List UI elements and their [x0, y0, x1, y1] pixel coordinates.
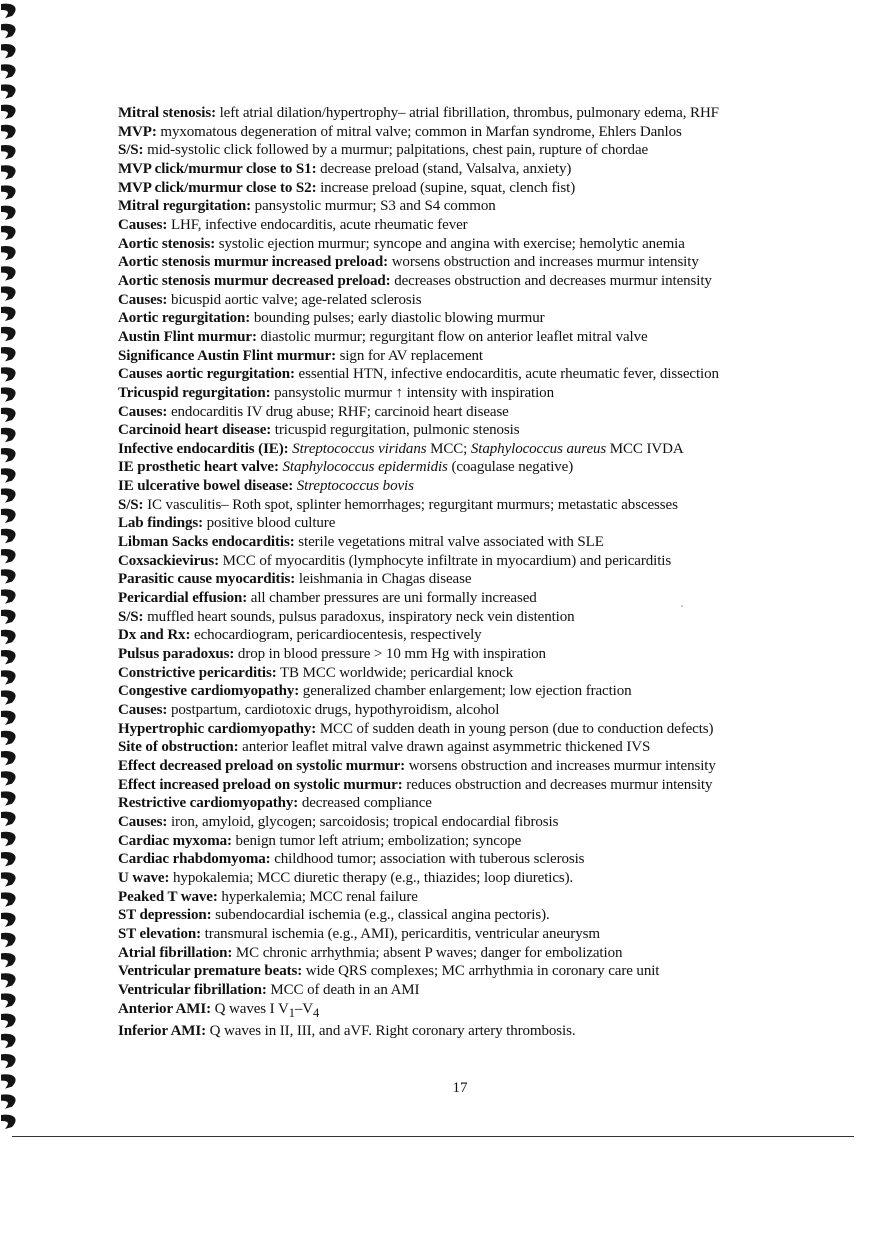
- note-line: [118, 458, 858, 477]
- note-text: bicuspid aortic valve; age-related sclerosis: [167, 291, 422, 308]
- note-text: positive blood culture: [203, 515, 336, 532]
- binding-loop: [1, 387, 16, 401]
- binding-loop: [1, 266, 16, 280]
- note-line: [118, 179, 858, 198]
- note-term: U wave:: [118, 869, 170, 886]
- binding-loop: [1, 64, 16, 78]
- binding-loop: [1, 711, 16, 725]
- binding-loop: [1, 933, 16, 947]
- binding-loop: [1, 84, 16, 98]
- binding-loop: [1, 913, 16, 927]
- binding-loop: [1, 690, 16, 704]
- note-term: Site of obstruction:: [118, 739, 239, 756]
- binding-loop: [1, 1074, 16, 1088]
- note-line: [118, 552, 858, 571]
- note-text: echocardiogram, pericardiocentesis, respectively: [190, 627, 482, 644]
- note-line: [118, 235, 858, 254]
- note-italic1: Streptococcus viridans: [292, 440, 427, 457]
- note-line: [118, 514, 858, 533]
- binding-loop: [1, 791, 16, 805]
- note-term: Aortic stenosis:: [118, 235, 216, 252]
- note-term: Austin Flint murmur:: [118, 328, 257, 345]
- note-line: [118, 496, 858, 515]
- note-text: systolic ejection murmur; syncope and angina with exercise; hemolytic anemia: [215, 235, 685, 252]
- binding-loop: [1, 529, 16, 543]
- note-term: Aortic regurgitation:: [118, 310, 251, 327]
- binding-loop: [1, 771, 16, 785]
- note-term: S/S:: [118, 608, 144, 625]
- note-text: muffled heart sounds, pulsus paradoxus, inspiratory neck vein distention: [143, 608, 575, 625]
- note-line: [118, 197, 858, 216]
- note-line: [118, 123, 858, 142]
- binding-loop: [1, 367, 16, 381]
- binding-loop: [1, 286, 16, 300]
- bottom-rule: [12, 1136, 854, 1137]
- note-line: [118, 757, 858, 776]
- note-term: IE prosthetic heart valve:: [118, 459, 279, 476]
- note-term: MVP:: [118, 123, 157, 140]
- binding-loop: [1, 589, 16, 603]
- note-text: drop in blood pressure > 10 mm Hg with inspiration: [234, 646, 546, 663]
- binding-loop: [1, 4, 16, 18]
- binding-loop: [1, 650, 16, 664]
- note-text: subendocardial ischemia (e.g., classical angina pectoris).: [211, 907, 550, 924]
- note-term: Cardiac rhabdomyoma:: [118, 851, 271, 868]
- binding-loop: [1, 812, 16, 826]
- note-text: worsens obstruction and increases murmur intensity: [388, 254, 699, 271]
- note-text: IC vasculitis– Roth spot, splinter hemorrhages; regurgitant murmurs; metastatic abscesses: [143, 496, 678, 513]
- note-term: Atrial fibrillation:: [118, 944, 233, 961]
- note-text: sign for AV replacement: [335, 347, 483, 364]
- note-line: [118, 347, 858, 366]
- note-line: [118, 925, 858, 944]
- note-text: decreased compliance: [298, 795, 432, 812]
- note-text: increase preload (supine, squat, clench fist): [316, 179, 576, 196]
- note-line: [118, 720, 858, 739]
- note-line: [118, 365, 858, 384]
- binding-loop: [1, 24, 16, 38]
- note-italic1: Streptococcus bovis: [296, 478, 414, 495]
- note-term: Pericardial effusion:: [118, 590, 248, 607]
- note-line: [118, 832, 858, 851]
- binding-loop: [1, 44, 16, 58]
- note-sub1: 1: [288, 1005, 295, 1020]
- note-term: Libman Sacks endocarditis:: [118, 534, 295, 551]
- binding-loop: [1, 751, 16, 765]
- note-text: TB MCC worldwide; pericardial knock: [276, 664, 514, 681]
- note-line: [118, 701, 858, 720]
- note-term: Coxsackievirus:: [118, 552, 219, 569]
- note-text: hypokalemia; MCC diuretic therapy (e.g., thiazides; loop diuretics).: [169, 869, 574, 886]
- note-term: Ventricular premature beats:: [118, 963, 303, 980]
- note-line: [118, 981, 858, 1000]
- binding-loop: [1, 448, 16, 462]
- note-line: [118, 682, 858, 701]
- note-term: Causes:: [118, 216, 168, 233]
- binding-loop: [1, 892, 16, 906]
- note-term: Cardiac myxoma:: [118, 832, 232, 849]
- binding-loop: [1, 731, 16, 745]
- note-line: [118, 664, 858, 683]
- note-text: benign tumor left atrium; embolization; syncope: [231, 832, 522, 849]
- binding-loop: [1, 630, 16, 644]
- binding-loop: [1, 428, 16, 442]
- note-term: Aortic stenosis murmur decreased preload:: [118, 272, 391, 289]
- note-line: [118, 1022, 858, 1041]
- binding-loop: [1, 670, 16, 684]
- binding-loop: [1, 1115, 16, 1129]
- note-end: (coagulase negative): [447, 459, 574, 476]
- note-term: Peaked T wave:: [118, 888, 218, 905]
- binding-loop: [1, 165, 16, 179]
- note-term: Lab findings:: [118, 515, 203, 532]
- spiral-binding: [0, 0, 24, 1140]
- binding-loop: [1, 973, 16, 987]
- note-text: Q waves I V: [211, 1000, 289, 1017]
- note-term: MVP click/murmur close to S2:: [118, 179, 317, 196]
- note-text: sterile vegetations mitral valve associated with SLE: [294, 534, 604, 551]
- note-term: Significance Austin Flint murmur:: [118, 347, 336, 364]
- note-text: wide QRS complexes; MC arrhythmia in coronary care unit: [302, 963, 660, 980]
- note-term: Effect increased preload on systolic murmur:: [118, 776, 403, 793]
- note-text: essential HTN, infective endocarditis, acute rheumatic fever, dissection: [294, 366, 719, 383]
- note-text: bounding pulses; early diastolic blowing murmur: [250, 310, 545, 327]
- note-term: Infective endocarditis (IE):: [118, 440, 289, 457]
- note-text: myxomatous degeneration of mitral valve; common in Marfan syndrome, Ehlers Danlos: [156, 123, 682, 140]
- note-line: [118, 104, 858, 123]
- note-line: [118, 477, 858, 496]
- note-text: postpartum, cardiotoxic drugs, hypothyroidism, alcohol: [167, 702, 500, 718]
- note-term: IE ulcerative bowel disease:: [118, 478, 294, 495]
- binding-loop: [1, 832, 16, 846]
- note-text: hyperkalemia; MCC renal failure: [217, 888, 418, 905]
- note-term: Causes:: [118, 403, 168, 420]
- binding-loop: [1, 509, 16, 523]
- note-term: Mitral stenosis:: [118, 105, 216, 121]
- note-text: worsens obstruction and increases murmur intensity: [405, 757, 716, 774]
- note-term: Pulsus paradoxus:: [118, 646, 235, 663]
- note-term: S/S:: [118, 496, 144, 513]
- note-line: [118, 962, 858, 981]
- binding-loop: [1, 145, 16, 159]
- notes-content: [118, 104, 858, 1041]
- note-term: Aortic stenosis murmur increased preload:: [118, 254, 389, 271]
- note-line: [118, 738, 858, 757]
- binding-loop: [1, 549, 16, 563]
- note-text: reduces obstruction and decreases murmur intensity: [402, 776, 713, 793]
- binding-loop: [1, 610, 16, 624]
- note-mid: MCC;: [426, 440, 471, 457]
- note-term: Causes aortic regurgitation:: [118, 366, 295, 383]
- note-term: Causes:: [118, 813, 168, 830]
- binding-loop: [1, 852, 16, 866]
- binding-loop: [1, 1014, 16, 1028]
- binding-loop: [1, 226, 16, 240]
- binding-loop: [1, 1054, 16, 1068]
- binding-loop: [1, 206, 16, 220]
- note-text: MCC of death in an AMI: [266, 981, 420, 998]
- note-text: tricuspid regurgitation, pulmonic stenosis: [271, 422, 520, 439]
- note-line: [118, 533, 858, 552]
- note-line: [118, 421, 858, 440]
- binding-loop: [1, 327, 16, 341]
- note-term: Carcinoid heart disease:: [118, 422, 272, 439]
- note-text: MCC of myocarditis (lymphocyte infiltrate in myocardium) and pericarditis: [219, 552, 672, 569]
- binding-loop: [1, 872, 16, 886]
- note-text: decrease preload (stand, Valsalva, anxiety): [316, 160, 572, 177]
- binding-loop: [1, 185, 16, 199]
- note-line: [118, 906, 858, 925]
- binding-loop: [1, 105, 16, 119]
- note-term: Tricuspid regurgitation:: [118, 384, 271, 401]
- note-term: Mitral regurgitation:: [118, 198, 252, 215]
- note-text: left atrial dilation/hypertrophy– atrial fibrillation, thrombus, pulmonary edema, RHF: [215, 105, 719, 121]
- binding-loop: [1, 468, 16, 482]
- note-term: MVP click/murmur close to S1:: [118, 160, 317, 177]
- note-term: ST elevation:: [118, 925, 202, 942]
- binding-loop: [1, 953, 16, 967]
- note-line: [118, 216, 858, 235]
- note-term: Effect decreased preload on systolic murmur:: [118, 757, 406, 774]
- scan-speck: [681, 605, 683, 607]
- binding-loop: [1, 408, 16, 422]
- note-term: Inferior AMI:: [118, 1023, 206, 1040]
- note-line: [118, 253, 858, 272]
- note-term: Restrictive cardiomyopathy:: [118, 795, 299, 812]
- note-line: [118, 850, 858, 869]
- binding-loop: [1, 1094, 16, 1108]
- note-text: MC chronic arrhythmia; absent P waves; danger for embolization: [232, 944, 623, 961]
- note-line: [118, 645, 858, 664]
- note-line: [118, 813, 858, 832]
- note-dash: –V: [294, 1000, 313, 1017]
- note-text: LHF, infective endocarditis, acute rheumatic fever: [167, 216, 468, 233]
- note-line: [118, 869, 858, 888]
- note-line: [118, 888, 858, 907]
- note-text: iron, amyloid, glycogen; sarcoidosis; tropical endocardial fibrosis: [167, 813, 559, 830]
- note-term: ST depression:: [118, 907, 212, 924]
- note-term: Causes:: [118, 702, 168, 718]
- binding-loop: [1, 569, 16, 583]
- note-text: MCC of sudden death in young person (due to conduction defects): [316, 720, 714, 737]
- binding-loop: [1, 347, 16, 361]
- note-italic1: Staphylococcus epidermidis: [282, 459, 448, 476]
- note-term: S/S:: [118, 142, 144, 159]
- binding-loop: [1, 1034, 16, 1048]
- note-line: [118, 328, 858, 347]
- note-term: Causes:: [118, 291, 168, 308]
- note-term: Constrictive pericarditis:: [118, 664, 277, 681]
- note-line: [118, 776, 858, 795]
- note-text: anterior leaflet mitral valve drawn against asymmetric thickened IVS: [238, 739, 651, 756]
- note-text: decreases obstruction and decreases murmur intensity: [390, 272, 712, 289]
- note-line: [118, 291, 858, 310]
- note-text: diastolic murmur; regurgitant flow on anterior leaflet mitral valve: [256, 328, 648, 345]
- note-line: [118, 570, 858, 589]
- note-term: Ventricular fibrillation:: [118, 981, 267, 998]
- note-sub2: 4: [312, 1005, 320, 1020]
- note-line: [118, 272, 858, 291]
- binding-loop: [1, 488, 16, 502]
- note-line: [118, 384, 858, 403]
- note-text: Q waves in II, III, and aVF. Right coronary artery thrombosis.: [206, 1023, 576, 1040]
- note-line: [118, 440, 858, 459]
- note-end: MCC IVDA: [606, 440, 684, 457]
- note-line: [118, 160, 858, 179]
- note-term: Hypertrophic cardiomyopathy:: [118, 720, 317, 737]
- note-line: [118, 794, 858, 813]
- note-text: childhood tumor; association with tuberous sclerosis: [270, 851, 585, 868]
- note-line: [118, 944, 858, 963]
- note-line: [118, 141, 858, 160]
- note-term: Dx and Rx:: [118, 627, 191, 644]
- note-italic2: Staphylococcus aureus: [470, 440, 607, 457]
- note-text: pansystolic murmur ↑ intensity with inspiration: [270, 384, 554, 401]
- note-term: Parasitic cause myocarditis:: [118, 571, 296, 588]
- note-text: all chamber pressures are uni formally increased: [247, 590, 537, 607]
- note-line: [118, 589, 858, 608]
- note-text: generalized chamber enlargement; low ejection fraction: [299, 683, 632, 700]
- note-line: [118, 403, 858, 422]
- note-text: pansystolic murmur; S3 and S4 common: [251, 198, 496, 215]
- binding-loop: [1, 125, 16, 139]
- note-line: [118, 309, 858, 328]
- note-text: transmural ischemia (e.g., AMI), pericarditis, ventricular aneurysm: [201, 925, 600, 942]
- binding-loop: [1, 307, 16, 321]
- note-line: [118, 1000, 858, 1023]
- binding-loop: [1, 993, 16, 1007]
- note-text: mid-systolic click followed by a murmur; palpitations, chest pain, rupture of chordae: [143, 142, 649, 159]
- note-term: Congestive cardiomyopathy:: [118, 683, 300, 700]
- note-line: [118, 626, 858, 645]
- page-number: 17: [452, 1080, 468, 1096]
- note-text: leishmania in Chagas disease: [295, 571, 472, 588]
- binding-loop: [1, 246, 16, 260]
- note-line: [118, 608, 858, 627]
- note-term: Anterior AMI:: [118, 1000, 211, 1017]
- note-text: endocarditis IV drug abuse; RHF; carcinoid heart disease: [167, 403, 509, 420]
